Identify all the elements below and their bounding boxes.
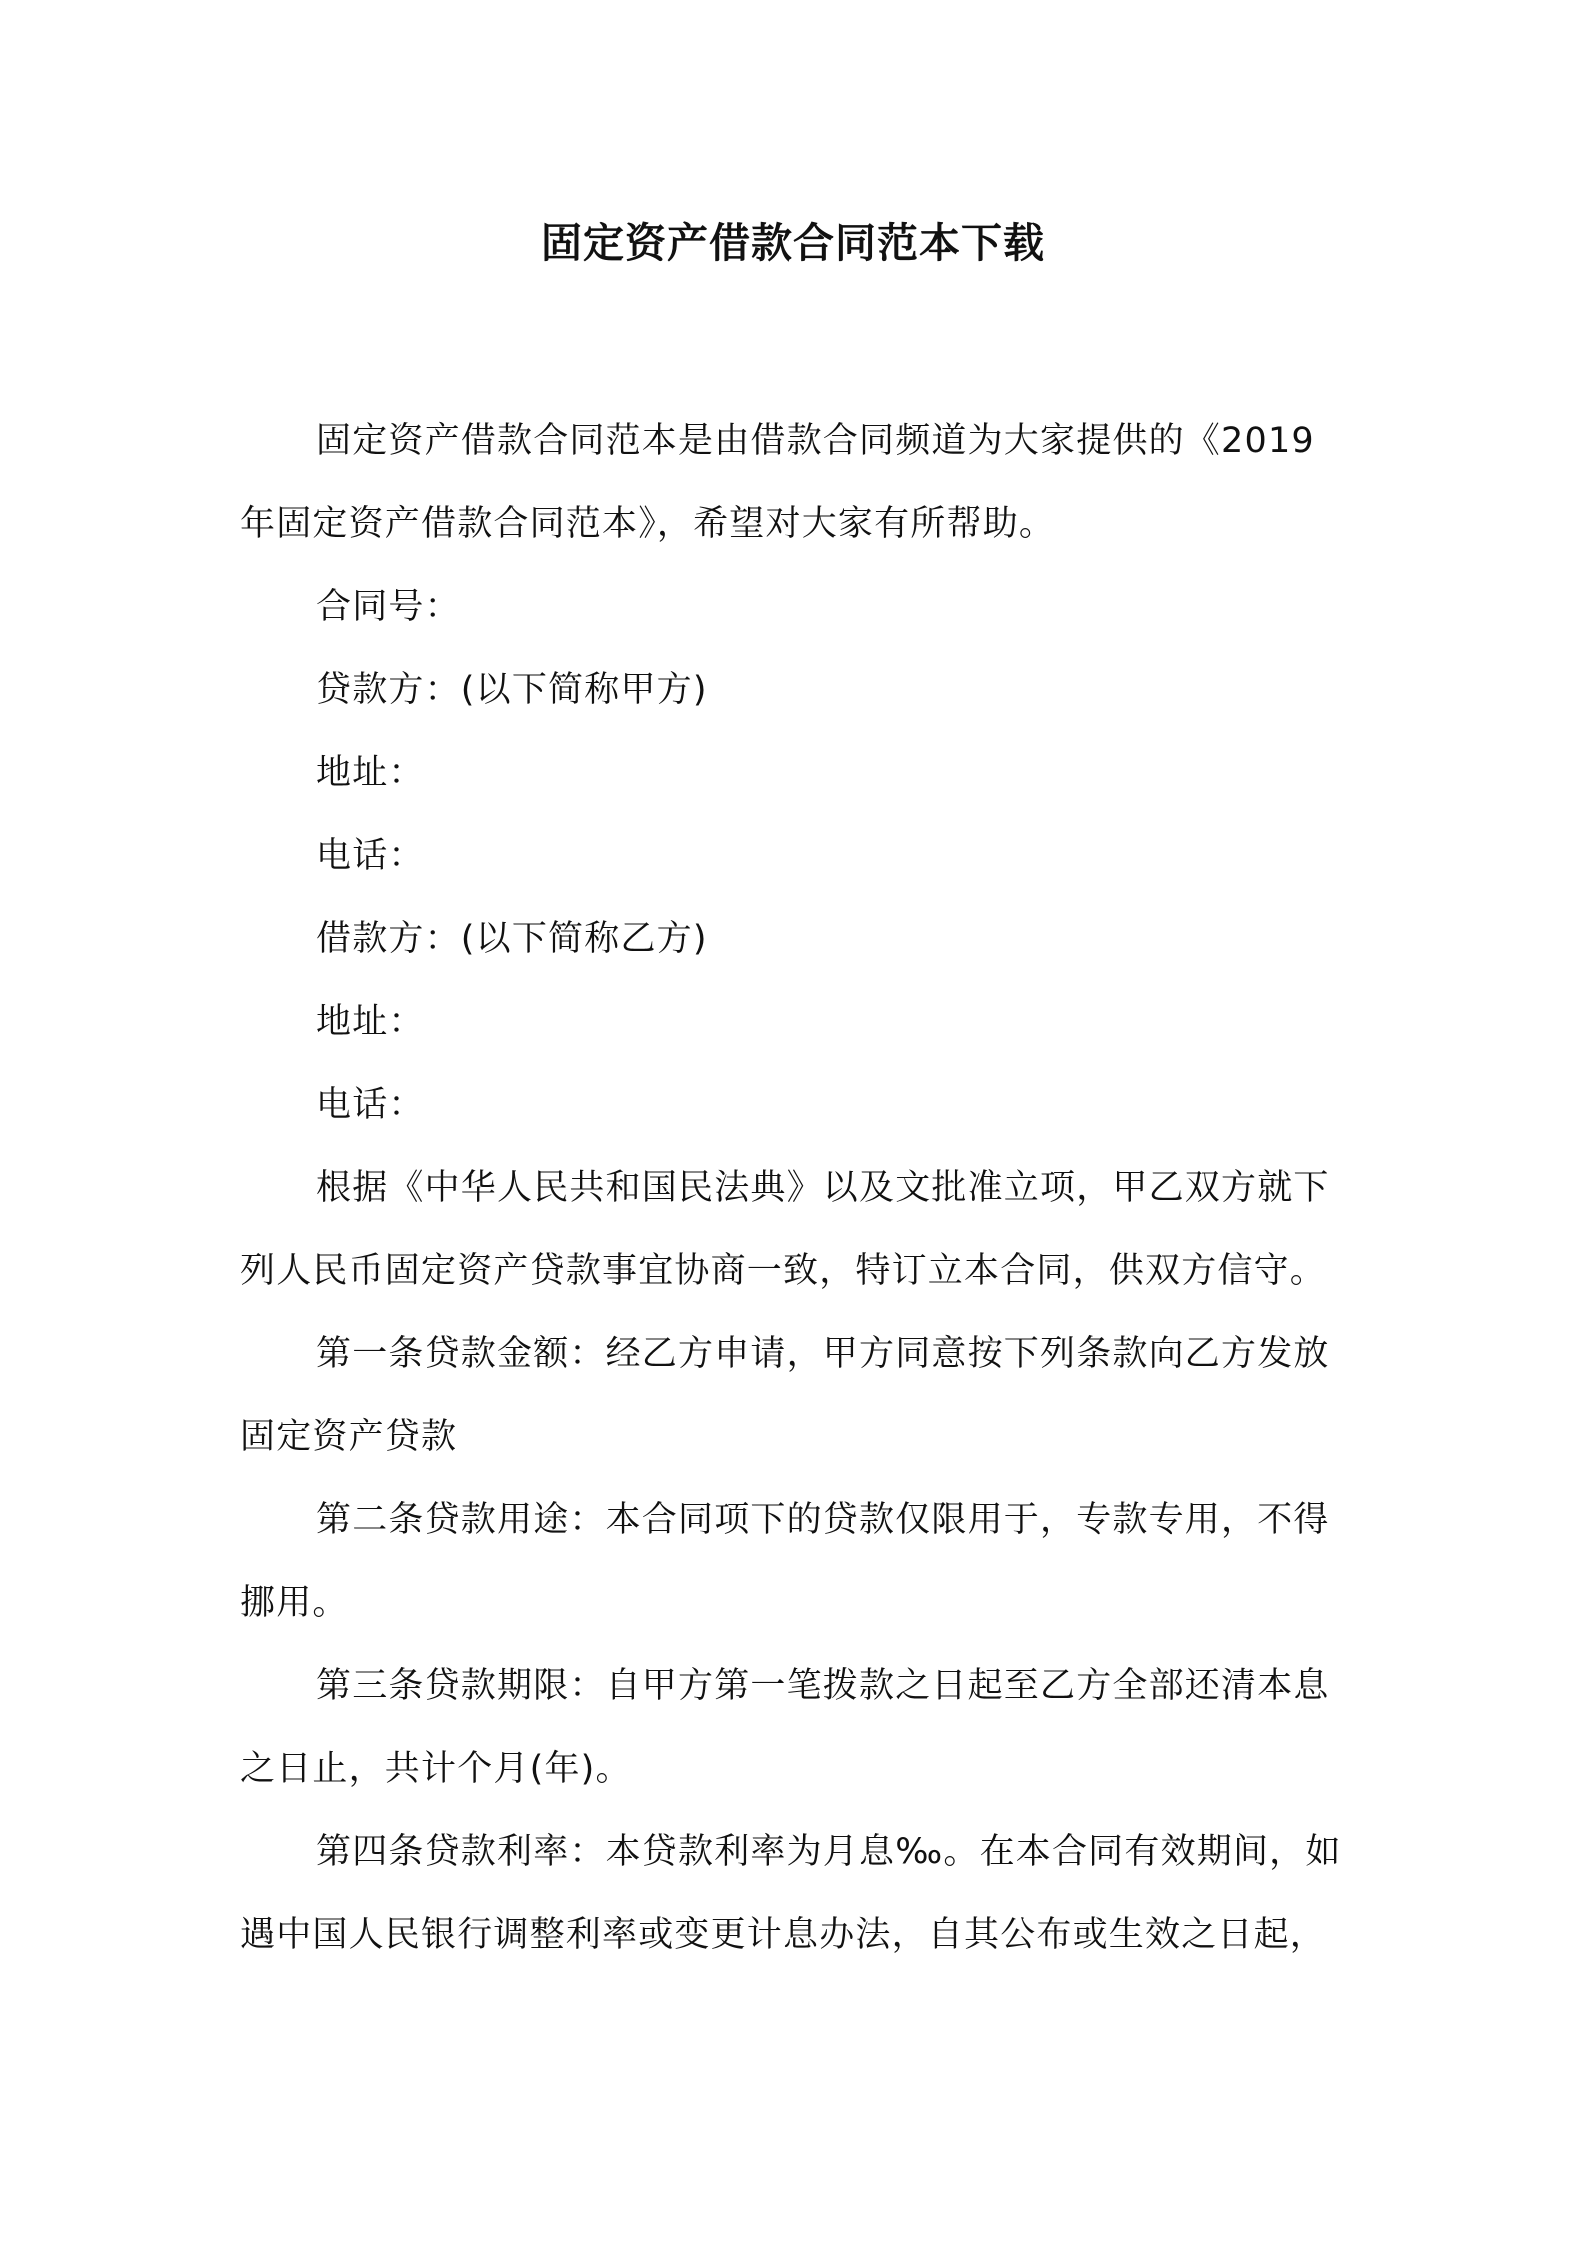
intro-line-2: 年固定资产借款合同范本》，希望对大家有所帮助。 (240, 504, 1056, 544)
borrower-label: 借款方：(以下简称乙方) (316, 919, 708, 959)
intro-line-1: 固定资产借款合同范本是由借款合同频道为大家提供的《2019 (316, 421, 1315, 461)
borrower-address-label: 地址： (316, 1002, 425, 1042)
article-3-line-1: 第三条贷款期限：自甲方第一笔拨款之日起至乙方全部还清本息 (316, 1666, 1330, 1706)
lender-address-label: 地址： (316, 753, 425, 793)
lender-label: 贷款方：(以下简称甲方) (316, 670, 708, 710)
article-3-line-2: 之日止，共计个月(年)。 (240, 1749, 632, 1789)
article-2-line-2: 挪用。 (240, 1583, 349, 1623)
preamble-line-2: 列人民币固定资产贷款事宜协商一致，特订立本合同，供双方信守。 (240, 1251, 1327, 1291)
contract-number-label: 合同号： (316, 587, 461, 627)
article-2-line-1: 第二条贷款用途：本合同项下的贷款仅限用于，专款专用，不得 (316, 1500, 1330, 1540)
document-title: 固定资产借款合同范本下载 (541, 219, 1045, 267)
borrower-phone-label: 电话： (316, 1085, 425, 1125)
preamble-line-1: 根据《中华人民共和国民法典》以及文批准立项，甲乙双方就下 (316, 1168, 1330, 1208)
article-4-line-1: 第四条贷款利率：本贷款利率为月息‰。在本合同有效期间，如 (316, 1832, 1342, 1872)
lender-phone-label: 电话： (316, 836, 425, 876)
article-1-line-1: 第一条贷款金额：经乙方申请，甲方同意按下列条款向乙方发放 (316, 1334, 1330, 1374)
article-1-line-2: 固定资产贷款 (240, 1417, 458, 1457)
article-4-line-2: 遇中国人民银行调整利率或变更计息办法，自其公布或生效之日起， (240, 1915, 1327, 1955)
